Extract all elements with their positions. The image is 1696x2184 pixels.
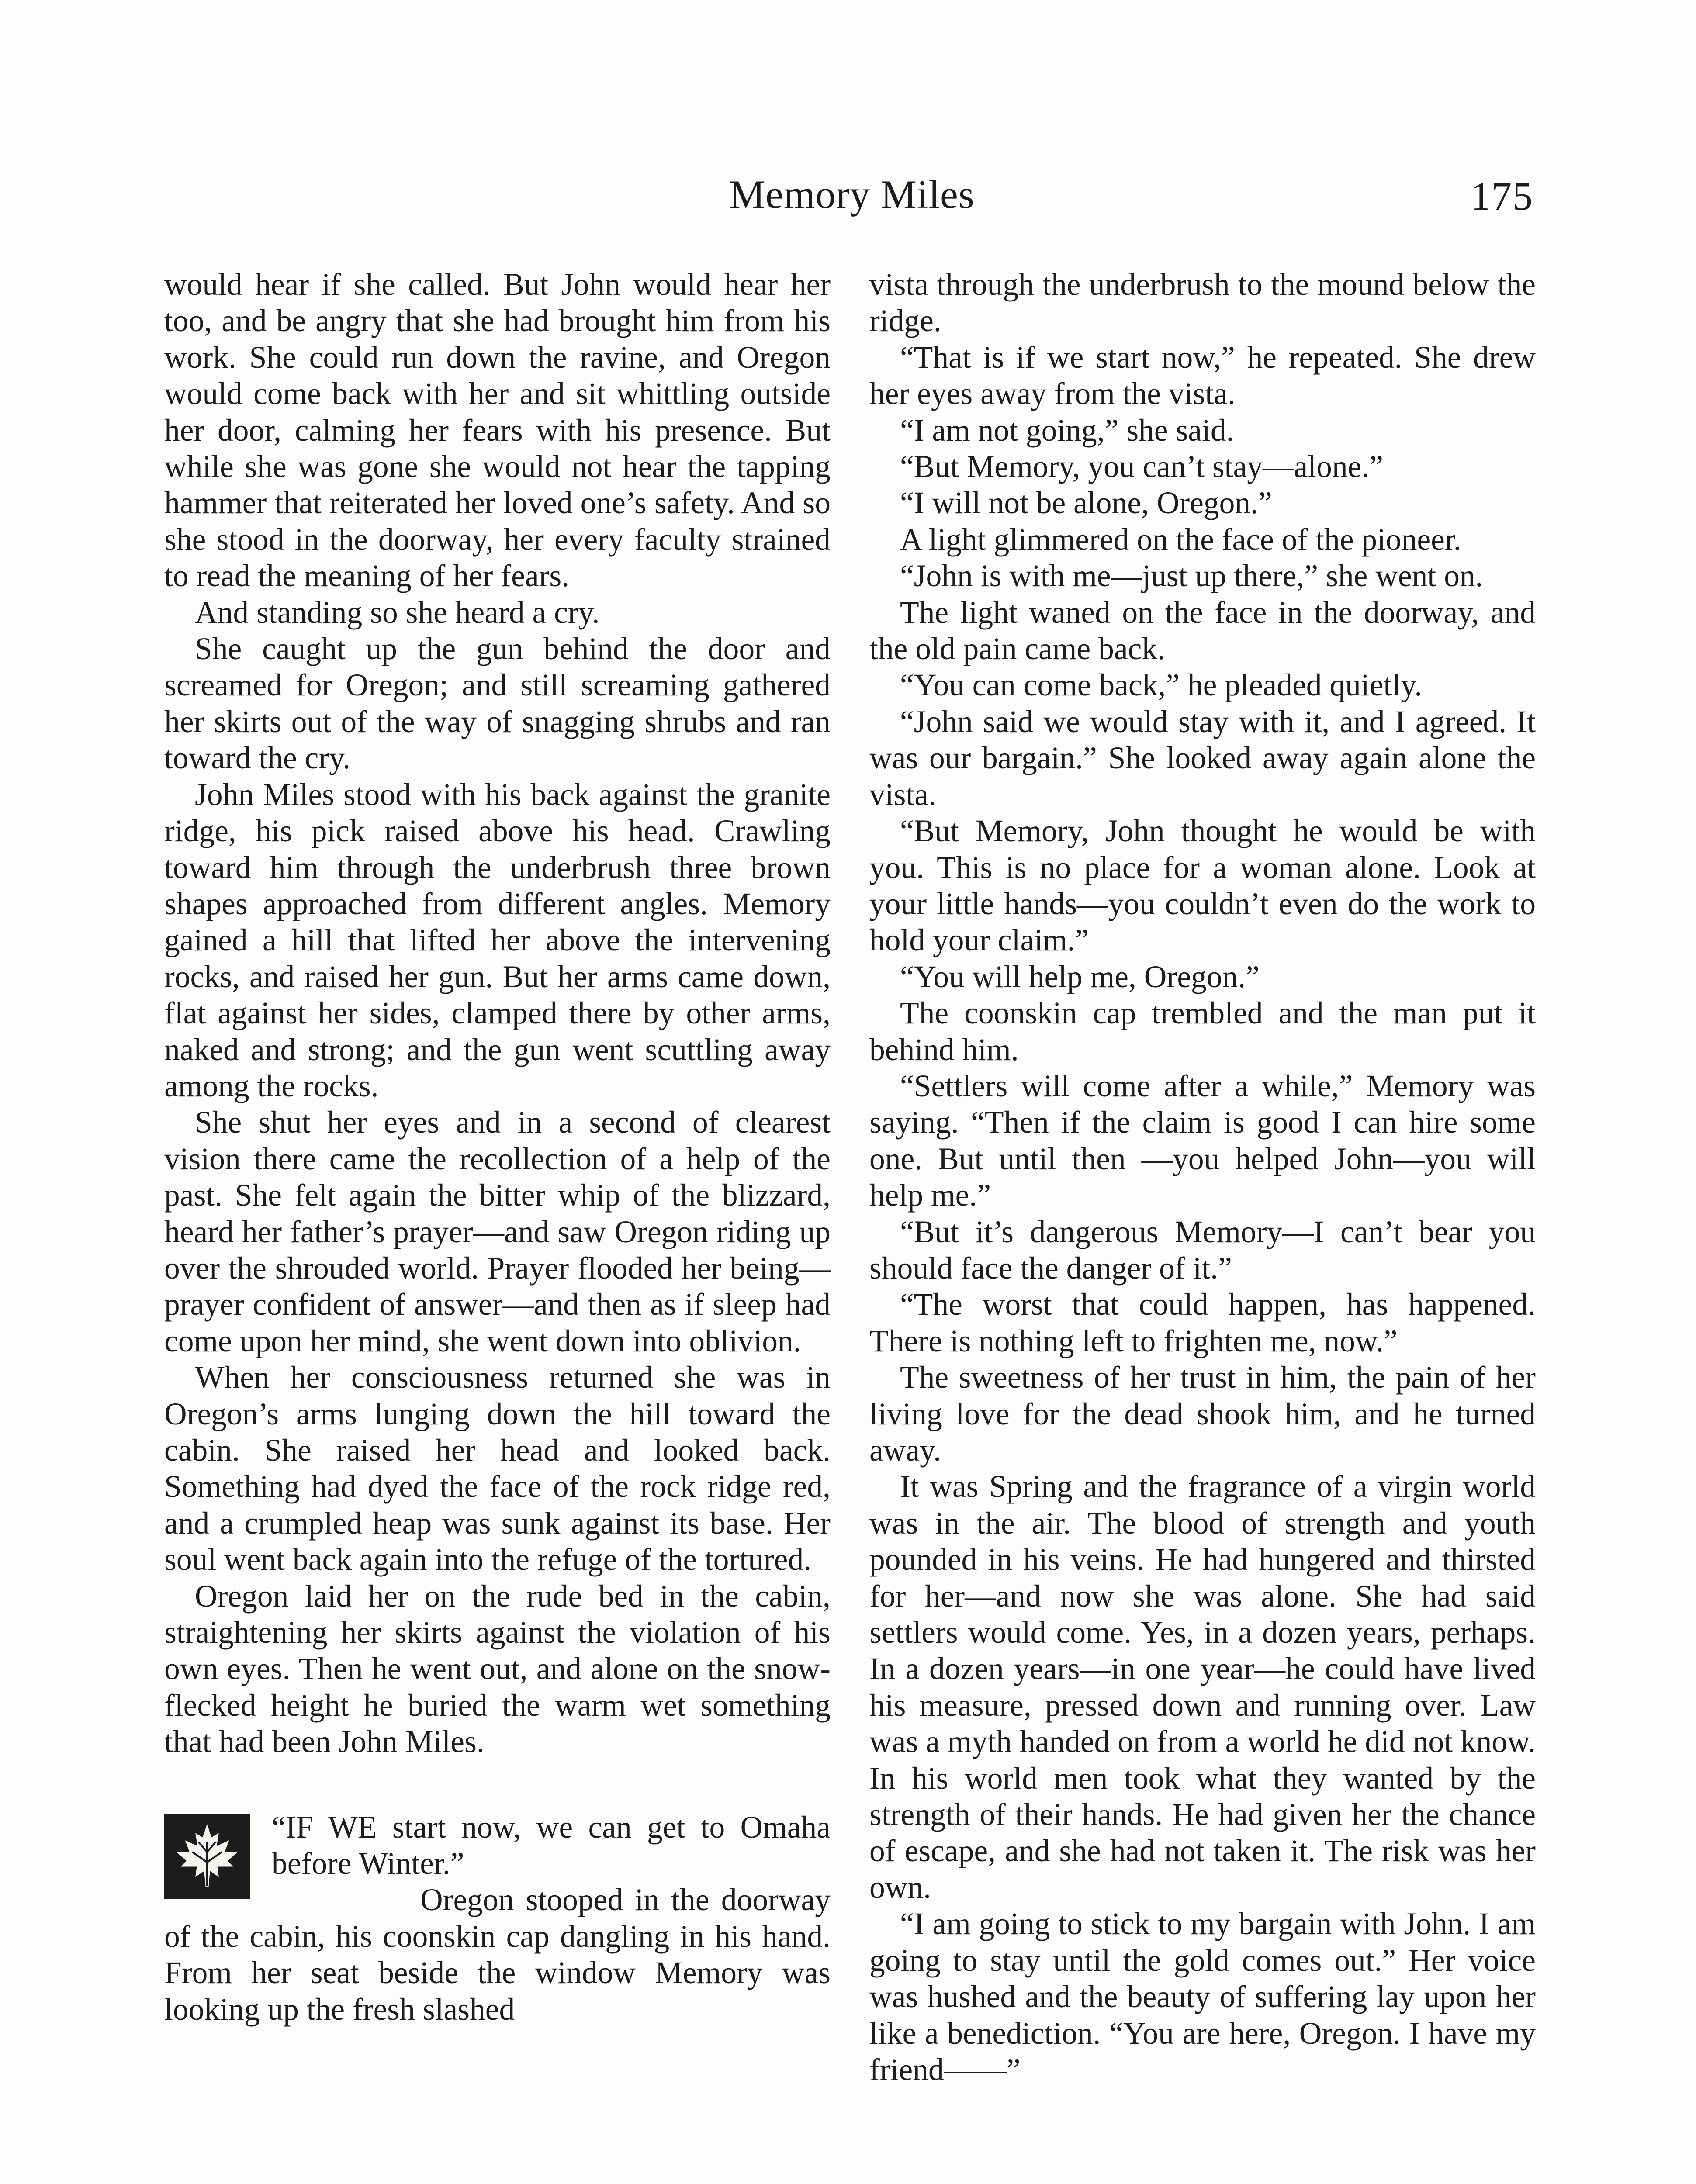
- paragraph: The light waned on the face in the doorway, and the old pain came back.: [869, 595, 1536, 667]
- paragraph: “I am not going,” she said.: [900, 413, 1234, 448]
- page-number: 175: [1471, 174, 1533, 218]
- section-break: [164, 1809, 831, 2028]
- paragraph: “But it’s dangerous Memory—I can’t bear you should face the danger of it.”: [869, 1214, 1536, 1286]
- paragraph: The coonskin cap trembled and the man put it behind him.: [869, 996, 1536, 1067]
- paragraph: It was Spring and the fragrance of a virgin world was in the air. The blood of strength and youth pounded in his veins. He had hungered and thirsted for her—and now she was alone. She had said settlers would come. Yes, in a dozen years, perhaps. In a dozen years—in one year—he could have lived his measure, pressed down and running over. Law was a myth handed on from a world he did not know. In his world men took what they wanted by the strength of their hands. He had given her the chance of escape, and she had not taken it. The risk was her own.: [869, 1469, 1536, 1905]
- paragraph: “You will help me, Oregon.”: [900, 959, 1260, 994]
- paragraph: She shut her eyes and in a second of clearest vision there came the recollection of a help of the past. She felt again the bitter whip of the blizzard, heard her father’s prayer—and saw Oregon riding up over the shrouded world. Prayer flooded her being—prayer confident of answer—and then as if sleep had come upon her mind, she went down into oblivion.: [164, 1105, 831, 1358]
- paragraph: A light glimmered on the face of the pioneer.: [900, 522, 1461, 557]
- left-column: [164, 266, 831, 2028]
- paragraph: John Miles stood with his back against the granite ridge, his pick raised above his head. Crawling toward him through the underbrush three brown shapes approached from different angles. Memory gained a hill that lifted her above the intervening rocks, and raised her gun. But her arms came down, flat against her sides, clamped there by other arms, naked and strong; and the gun went scuttling away among the rocks.: [164, 777, 831, 1103]
- running-head: [162, 171, 1542, 228]
- section-opening-line: “IF WE start now, we can get to Omaha before Winter.”: [272, 1810, 831, 1881]
- paragraph: vista through the underbrush to the mound below the ridge.: [869, 267, 1536, 339]
- paragraph: “But Memory, you can’t stay—alone.”: [900, 449, 1383, 484]
- paragraph: “You can come back,” he pleaded quietly.: [900, 668, 1423, 703]
- paragraph: “I am going to stick to my bargain with John. I am going to stay until the gold comes out.” Her voice was hushed and the beauty of suffering lay upon her like a benediction. “You are here, Oregon. I have my friend——”: [869, 1907, 1536, 2087]
- paragraph: “John is with me—just up there,” she went on.: [900, 559, 1483, 594]
- paragraph: “The worst that could happen, has happened. There is nothing left to frighten me, now.”: [869, 1287, 1536, 1358]
- paragraph: “But Memory, John thought he would be with you. This is no place for a woman alone. Look at your little hands—you couldn’t even do the work to hold your claim.”: [869, 814, 1536, 958]
- page-title: Memory Miles: [729, 172, 975, 217]
- paragraph: The sweetness of her trust in him, the pain of her living love for the dead shook him, and he turned away.: [869, 1360, 1536, 1468]
- maple-leaf-icon: [164, 1814, 250, 1899]
- section-opening: [164, 1809, 831, 1882]
- paragraph: would hear if she called. But John would hear her too, and be angry that she had brought him from his work. She could run down the ravine, and Oregon would come back with her and sit whittling outside her door, calming her fears with his presence. But while she was gone she would not hear the tapping hammer that reiterated her loved one’s safety. And so she stood in the doorway, her every faculty strained to read the meaning of her fears.: [164, 267, 831, 594]
- paragraph: “That is if we start now,” he repeated. She drew her eyes away from the vista.: [869, 340, 1536, 411]
- paragraph: She caught up the gun behind the door and screamed for Oregon; and still screaming gathered her skirts out of the way of snagging shrubs and ran toward the cry.: [164, 632, 831, 776]
- paragraph: And standing so she heard a cry.: [195, 595, 600, 630]
- paragraph: Oregon laid her on the rude bed in the cabin, straightening her skirts against the violation of his own eyes. Then he went out, and alone on the snow-flecked height he buried the warm wet something that had been John Miles.: [164, 1579, 831, 1759]
- right-column: [869, 266, 1536, 2088]
- paragraph: “Settlers will come after a while,” Memory was saying. “Then if the claim is good I can hire some one. But until then —you helped John—you will help me.”: [869, 1068, 1536, 1213]
- paragraph: “I will not be alone, Oregon.”: [900, 486, 1272, 521]
- paragraph: When her consciousness returned she was in Oregon’s arms lunging down the hill toward the cabin. She raised her head and looked back. Something had dyed the face of the rock ridge red, and a crumpled heap was sunk against its base. Her soul went back again into the refuge of the tortured.: [164, 1360, 831, 1577]
- paragraph: “John said we would stay with it, and I agreed. It was our bargain.” She looked away again alone the vista.: [869, 704, 1536, 812]
- paragraph: Oregon stooped in the doorway of the cabin, his coonskin cap dangling in his hand. From her seat beside the window Memory was looking up the fresh slashed: [164, 1883, 831, 2027]
